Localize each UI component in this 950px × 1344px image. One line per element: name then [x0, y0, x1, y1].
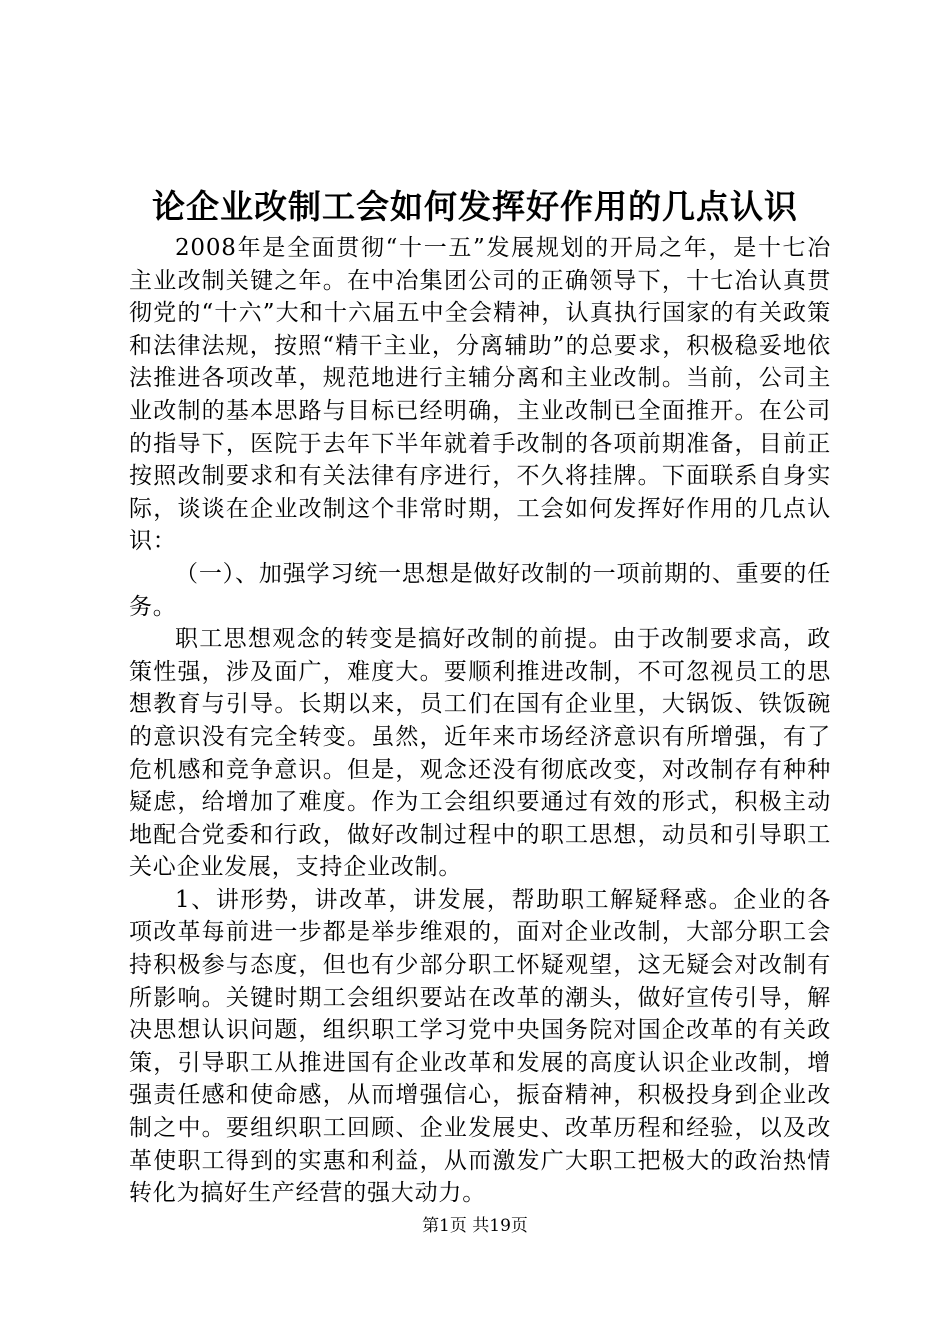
document-title: 论企业改制工会如何发挥好作用的几点认识 [152, 187, 798, 226]
page-number-footer: 第1页 共19页 [422, 1216, 528, 1236]
document-body [129, 232, 831, 1210]
paragraph-point-one: 1、讲形势，讲改革，讲发展，帮助职工解疑释惑。企业的各项改革每前进一步都是举步维艰的，面对企业改制，大部分职工会持积极参与态度，但也有少部分职工怀疑观望，这无疑会对改制有所影响。关键时期工会组织要站在改革的潮头，做好宣传引导，解决思想认识问题，组织职工学习党中央国务院对国企改革的有关政策，引导职工从推进国有企业改革和发展的高度认识企业改制，增强责任感和使命感，从而增强信心，振奋精神，积极投身到企业改制之中。要组织职工回顾、企业发展史、改革历程和经验，以及改革使职工得到的实惠和利益，从而激发广大职工把极大的政治热情转化为搞好生产经营的强大动力。 [129, 886, 831, 1207]
paragraph-section-heading: （一）、加强学习统一思想是做好改制的一项前期的、重要的任务。 [129, 560, 831, 620]
paragraph-intro: 2008年是全面贯彻“十一五”发展规划的开局之年，是十七冶主业改制关键之年。在中冶集团公司的正确领导下，十七冶认真贯彻党的“十六”大和十六届五中全会精神，认真执行国家的有关政策和法律法规，按照“精干主业，分离辅助”的总要求，积极稳妥地依法推进各项改革，规范地进行主辅分离和主业改制。当前，公司主业改制的基本思路与目标已经明确，主业改制已全面推开。在公司的指导下，医院于去年下半年就着手改制的各项前期准备，目前正按照改制要求和有关法律有序进行，不久将挂牌。下面联系自身实际，谈谈在企业改制这个非常时期，工会如何发挥好作用的几点认识： [129, 235, 831, 555]
paragraph-ideology: 职工思想观念的转变是搞好改制的前提。由于改制要求高，政策性强，涉及面广，难度大。要顺利推进改制，不可忽视员工的思想教育与引导。长期以来，员工们在国有企业里，大锅饭、铁饭碗的意识没有完全转变。虽然，近年来市场经济意识有所增强，有了危机感和竞争意识。但是，观念还没有彻底改变，对改制存有种种疑虑，给增加了难度。作为工会组织要通过有效的形式，积极主动地配合党委和行政，做好改制过程中的职工思想，动员和引导职工关心企业发展，支持企业改制。 [129, 626, 831, 881]
